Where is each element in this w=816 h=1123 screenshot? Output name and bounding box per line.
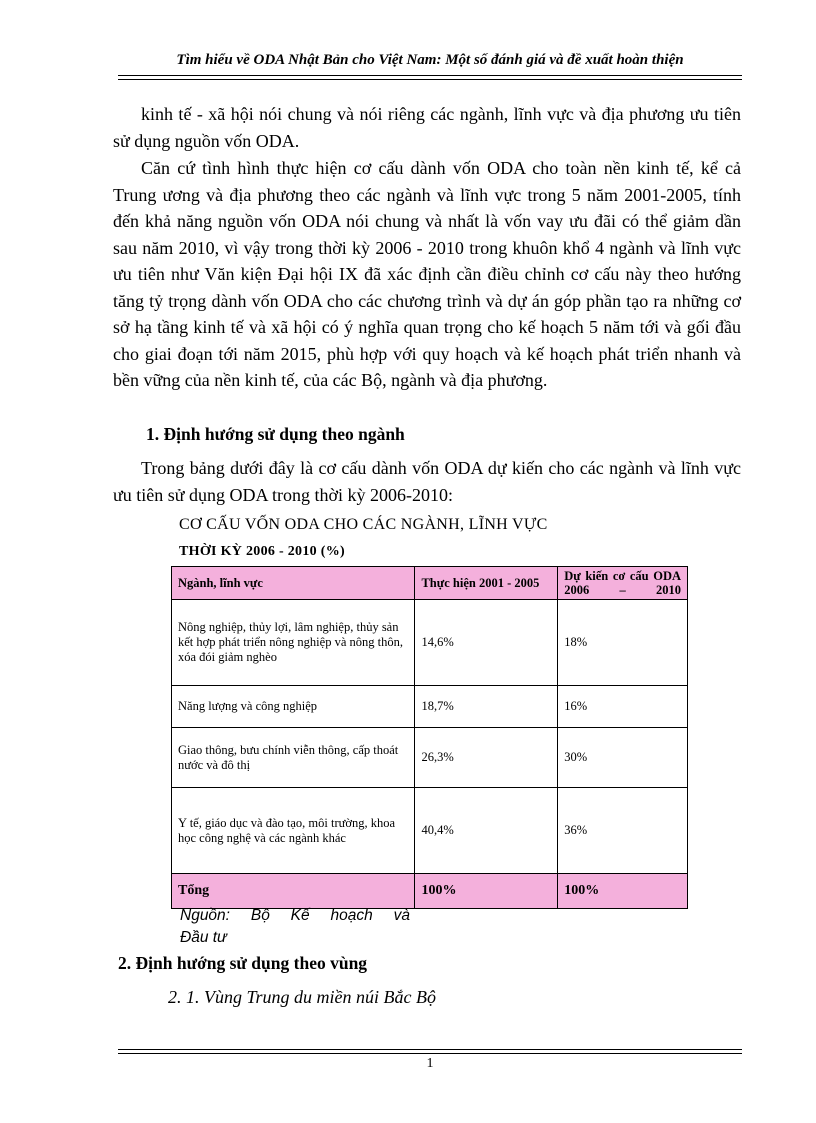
cell-sector: Giao thông, bưu chính viễn thông, cấp thoát nước và đô thị xyxy=(172,728,415,788)
table-subtitle: THỜI KỲ 2006 - 2010 (%) xyxy=(179,544,345,559)
header-divider xyxy=(118,75,742,80)
cell-planned: 36% xyxy=(558,788,688,874)
table-header-row xyxy=(172,567,688,600)
oda-structure-table xyxy=(171,566,688,909)
page-number: 1 xyxy=(426,1056,434,1071)
paragraph-table-intro: Trong bảng dưới đây là cơ cấu dành vốn ODA dự kiến cho các ngành và lĩnh vực ưu tiên sử dụng ODA trong thời kỳ 2006-2010: xyxy=(113,458,741,505)
cell-actual: 14,6% xyxy=(415,600,558,686)
subsection-heading: 2. 1. Vùng Trung du miền núi Bắc Bộ xyxy=(168,987,436,1007)
cell-total-actual: 100% xyxy=(415,874,558,909)
column-header-actual: Thực hiện 2001 - 2005 xyxy=(415,567,558,600)
source-line-1: Nguồn: Bộ Kế hoạch và xyxy=(180,907,410,924)
footer-divider xyxy=(118,1049,742,1054)
cell-sector: Nông nghiệp, thủy lợi, lâm nghiệp, thủy sản kết hợp phát triển nông nghiệp và nông thôn, xóa đói giảm nghèo xyxy=(172,600,415,686)
column-header-planned: Dự kiến cơ cấu ODA 2006 – 2010 xyxy=(558,567,688,600)
section-heading-region: 2. Định hướng sử dụng theo vùng xyxy=(118,953,368,973)
cell-planned: 16% xyxy=(558,686,688,728)
table-title: CƠ CẤU VỐN ODA CHO CÁC NGÀNH, LĨNH VỰC xyxy=(179,516,548,533)
cell-actual: 26,3% xyxy=(415,728,558,788)
paragraph-intro: kinh tế - xã hội nói chung và nói riêng các ngành, lĩnh vực và địa phương ưu tiên sử dụng nguồn vốn ODA. xyxy=(113,104,741,151)
cell-total-planned: 100% xyxy=(558,874,688,909)
cell-actual: 40,4% xyxy=(415,788,558,874)
cell-planned: 30% xyxy=(558,728,688,788)
document-header-title: Tìm hiểu về ODA Nhật Bản cho Việt Nam: Một số đánh giá và đề xuất hoàn thiện xyxy=(176,52,684,68)
cell-total-label: Tổng xyxy=(172,874,415,909)
table-source-note xyxy=(180,905,410,949)
cell-sector: Y tế, giáo dục và đào tạo, môi trường, khoa học công nghệ và các ngành khác xyxy=(172,788,415,874)
cell-actual: 18,7% xyxy=(415,686,558,728)
source-line-2: Đầu tư xyxy=(180,929,227,946)
column-header-sector: Ngành, lĩnh vực xyxy=(172,567,415,600)
cell-planned: 18% xyxy=(558,600,688,686)
table-row xyxy=(172,728,688,788)
table-row xyxy=(172,600,688,686)
table-row xyxy=(172,686,688,728)
table-row xyxy=(172,788,688,874)
section-heading-sector: 1. Định hướng sử dụng theo ngành xyxy=(146,424,405,444)
paragraph-context: Căn cứ tình hình thực hiện cơ cấu dành vốn ODA cho toàn nền kinh tế, kể cả Trung ương và địa phương theo các ngành và lĩnh vực trong 5 năm 2001-2005, tính đến khả năng nguồn vốn ODA nói chung và nhất là vốn vay ưu đãi có thể giảm dần sau năm 2010, vì vậy trong thời kỳ 2006 - 2010 trong khuôn khổ 4 ngành và lĩnh vực ưu tiên như Văn kiện Đại hội IX đã xác định cần điều chỉnh cơ cấu này theo hướng tăng tỷ trọng dành vốn ODA cho các chương trình và dự án góp phần tạo ra những cơ sở hạ tầng kinh tế và xã hội có ý nghĩa quan trọng cho kế hoạch 5 năm tới và gối đầu cho giai đoạn tới năm 2015, phù hợp với quy hoạch và kế hoạch phát triển nhanh và bền vững của nền kinh tế, của các Bộ, ngành và địa phương. xyxy=(113,158,741,390)
table-total-row xyxy=(172,874,688,909)
cell-sector: Năng lượng và công nghiệp xyxy=(172,686,415,728)
